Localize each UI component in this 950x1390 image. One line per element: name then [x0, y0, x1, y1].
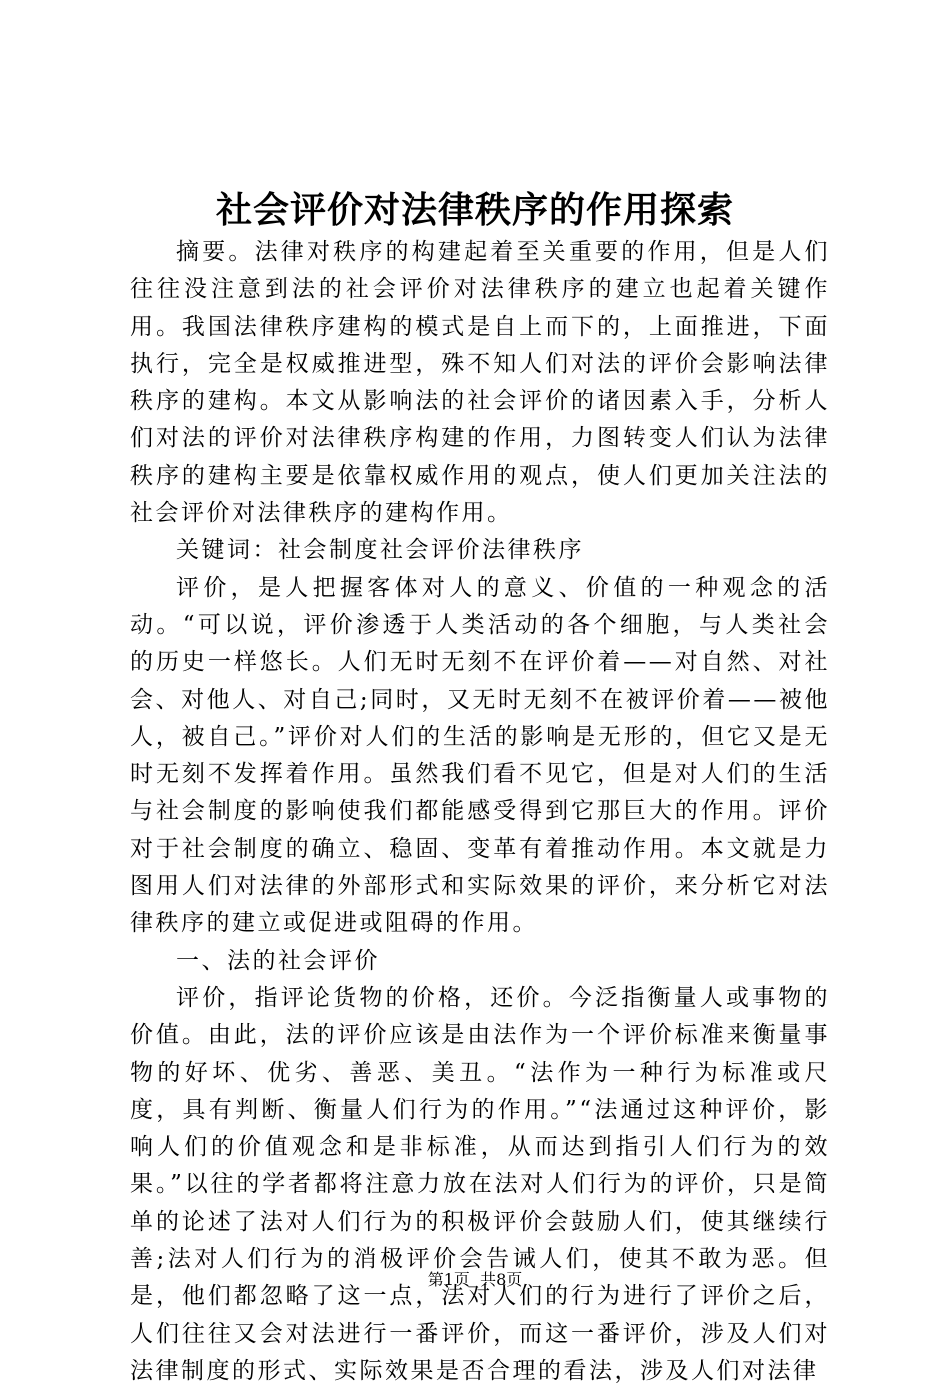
keywords-paragraph: 关键词：社会制度社会评价法律秩序: [176, 537, 584, 564]
section-heading: 一、法的社会评价: [176, 947, 380, 974]
page-number: 第1页 共8页: [427, 1270, 523, 1289]
document-title: 社会评价对法律秩序的作用探索: [215, 189, 734, 231]
section-paragraph: 评价，指评论货物的价格，还价。今泛指衡量人或事物的价值。由此，法的评价应该是由法作为一个评价标准来衡量事物的好坏、优劣、善恶、美丑。“法作为一种行为标准或尺度，具有判断、衡量人们行为的作用。”“法通过这种评价，影响人们的价值观念和是非标准，从而达到指引人们行为的效果。”以往的学者都将注意力放在法对人们行为的评价，只是简单的论述了法对人们行为的积极评价会鼓励人们，使其继续行善;法对人们行为的消极评价会告诫人们，使其不敢为恶。但是，他们都忽略了这一点，法对人们的行为进行了评价之后，人们往往又会对法进行一番评价，而这一番评价，涉及人们对法律制度的形式、实际效果是否合理的看法，涉及人们对法律: [130, 984, 830, 1384]
intro-paragraph: 评价，是人把握客体对人的意义、价值的一种观念的活动。“可以说，评价渗透于人类活动的各个细胞，与人类社会的历史一样悠长。人们无时无刻不在评价着——对自然、对社会、对他人、对自己;同时，又无时无刻不在被评价着——被他人，被自己。”评价对人们的生活的影响是无形的，但它又是无时无刻不发挥着作用。虽然我们看不见它，但是对人们的生活与社会制度的影响使我们都能感受得到它那巨大的作用。评价对于社会制度的确立、稳固、变革有着推动作用。本文就是力图用人们对法律的外部形式和实际效果的评价，来分析它对法律秩序的建立或促进或阻碍的作用。: [130, 574, 830, 937]
abstract-paragraph: 摘要。法律对秩序的构建起着至关重要的作用，但是人们往往没注意到法的社会评价对法律秩序的建立也起着关键作用。我国法律秩序建构的模式是自上而下的，上面推进，下面执行，完全是权威推进型，殊不知人们对法的评价会影响法律秩序的建构。本文从影响法的社会评价的诸因素入手，分析人们对法的评价对法律秩序构建的作用，力图转变人们认为法律秩序的建构主要是依靠权威作用的观点，使人们更加关注法的社会评价对法律秩序的建构作用。: [130, 239, 830, 527]
document-body: [130, 234, 830, 1390]
page-footer: [0, 1268, 950, 1292]
